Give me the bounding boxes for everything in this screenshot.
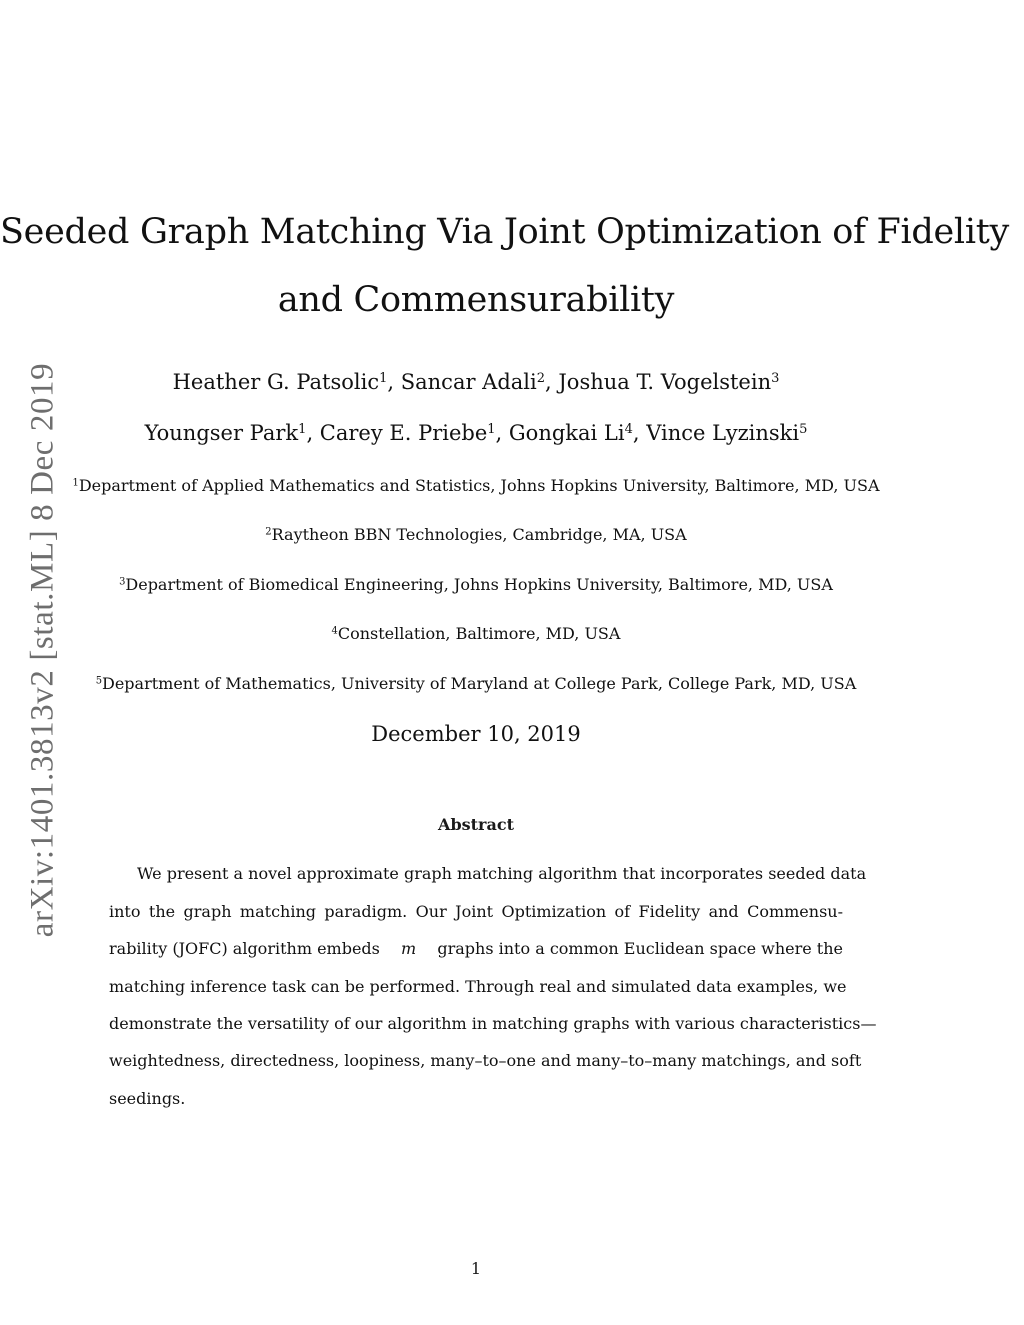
- author-separator: ,: [632, 421, 647, 445]
- author-name: Joshua T. Vogelstein: [558, 370, 772, 394]
- author-name: Carey E. Priebe: [319, 421, 488, 445]
- abstract-line-6: weightedness, directedness, loopiness, many–to–one and many–to–many matchings, and soft: [109, 1051, 862, 1070]
- abstract-line-2: into the graph matching paradigm. Our Joint Optimization of Fidelity and Commensu-: [109, 902, 843, 921]
- affiliation-sup: 5: [95, 675, 102, 687]
- affiliation-1: [0, 476, 952, 495]
- author-name: Heather G. Patsolic: [172, 370, 380, 394]
- author-name: Youngser Park: [144, 421, 299, 445]
- abstract-heading: Abstract: [438, 815, 514, 834]
- affiliation-sup: 2: [265, 526, 272, 538]
- author-affil-sup: 5: [799, 421, 808, 437]
- author-separator: ,: [306, 421, 320, 445]
- affiliation-5: [0, 674, 952, 693]
- page-number: 1: [470, 1259, 482, 1278]
- affiliation-text: Constellation, Baltimore, MD, USA: [337, 624, 621, 643]
- affiliation-sup: 4: [331, 625, 338, 637]
- author-name: Vince Lyzinski: [646, 421, 800, 445]
- author-separator: ,: [545, 370, 559, 394]
- authors-line-1: [0, 370, 952, 394]
- author-affil-sup: 2: [536, 370, 546, 386]
- affiliation-2: [0, 525, 952, 544]
- author-affil-sup: 1: [487, 421, 496, 437]
- abstract-line-3: [109, 939, 843, 959]
- abstract-line-7: seedings.: [109, 1089, 186, 1108]
- affiliation-text: Department of Applied Mathematics and Statistics, Johns Hopkins University, Baltimore, MD, USA: [78, 476, 880, 495]
- affiliation-sup: 3: [119, 576, 126, 588]
- author-affil-sup: 1: [298, 421, 307, 437]
- author-affil-sup: 4: [624, 421, 633, 437]
- affiliation-4: [0, 624, 952, 643]
- arxiv-stamp: arXiv:1401.3813v2 [stat.ML] 8 Dec 2019: [24, 362, 61, 938]
- abstract-line-5: demonstrate the versatility of our algorithm in matching graphs with various characteristics—: [109, 1014, 877, 1033]
- title-line-1: Seeded Graph Matching Via Joint Optimization of Fidelity: [0, 212, 1009, 252]
- abstract-line-1: We present a novel approximate graph matching algorithm that incorporates seeded data: [137, 864, 867, 883]
- affiliation-sup: 1: [72, 477, 79, 489]
- affiliation-text: Department of Mathematics, University of Maryland at College Park, College Park, MD, USA: [102, 674, 857, 693]
- title-line-2: and Commensurability: [277, 280, 675, 320]
- affiliation-3: [0, 575, 952, 594]
- author-separator: ,: [495, 421, 509, 445]
- affiliation-text: Raytheon BBN Technologies, Cambridge, MA, USA: [271, 525, 687, 544]
- affiliation-text: Department of Biomedical Engineering, Johns Hopkins University, Baltimore, MD, USA: [125, 575, 833, 594]
- author-separator: ,: [387, 370, 401, 394]
- abstract-line-3-text: rability (JOFC) algorithm embeds: [109, 939, 380, 958]
- author-affil-sup: 1: [379, 370, 388, 386]
- abstract-line-3-text-end: graphs into a common Euclidean space where the: [437, 939, 843, 958]
- math-variable-m: m: [401, 939, 417, 958]
- abstract-line-4: matching inference task can be performed. Through real and simulated data examples, we: [109, 977, 847, 996]
- author-name: Sancar Adali: [400, 370, 537, 394]
- author-name: Gongkai Li: [508, 421, 625, 445]
- author-affil-sup: 3: [771, 370, 780, 386]
- authors-line-2: [0, 421, 952, 445]
- publication-date: December 10, 2019: [371, 722, 581, 746]
